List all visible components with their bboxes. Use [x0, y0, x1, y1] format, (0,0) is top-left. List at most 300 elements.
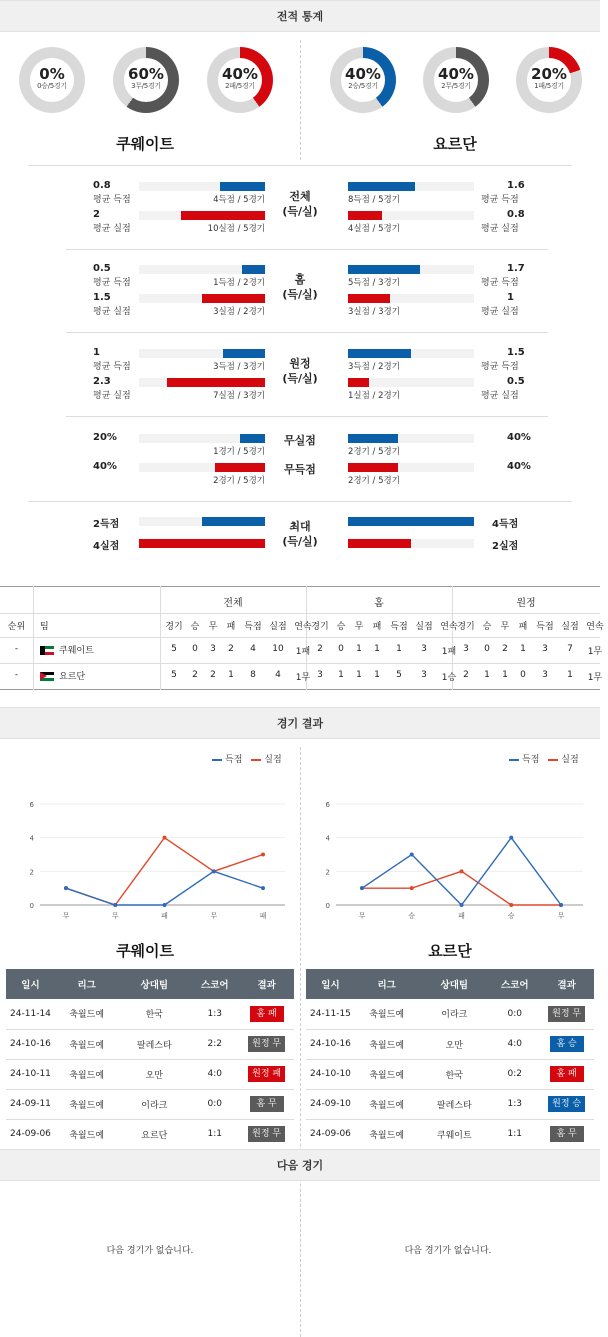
table-row: [306, 999, 594, 1029]
column-header: 상대팀: [118, 969, 190, 999]
y-tick-label: 4: [325, 834, 330, 843]
donut-caption: 2패/5경기: [225, 82, 255, 90]
table-row: [6, 1059, 294, 1089]
away-no-next-match: 다음 경기가 없습니다.: [404, 1246, 492, 1256]
home-max-value: 2득점: [93, 519, 120, 530]
result-badge: 원정 무: [548, 1006, 585, 1022]
rank-cell: 1: [502, 670, 508, 680]
donut-center: [527, 58, 571, 102]
rank-sub-header: 승: [336, 622, 346, 632]
result-badge: 원정 무: [248, 1126, 285, 1142]
section-title-stats: 전적 통계: [0, 0, 600, 32]
rank-cell: 1: [520, 644, 526, 654]
away-stat-value: 0.5: [507, 376, 525, 387]
home-stat-bar: [202, 294, 265, 303]
away-stat-bar: [348, 378, 369, 387]
home-stat-bar: [181, 211, 265, 220]
home-stat-caption: 1경기 / 5경기: [213, 447, 265, 457]
rank-group-header: 전체: [223, 598, 243, 609]
match-league: 축월드예: [355, 1029, 418, 1059]
win-rate-donut: [113, 47, 179, 113]
rank-sub-header: 실점: [269, 622, 287, 632]
rank-cell: 1승: [441, 673, 457, 683]
rank-cell: 1패: [441, 647, 457, 657]
rank-cell: 1무: [587, 647, 603, 657]
away-results-chart: [300, 790, 600, 925]
away-stat-value: 1: [507, 292, 514, 303]
table-header-row: [306, 969, 594, 999]
match-date: 24-10-16: [6, 1029, 55, 1059]
y-tick-label: 6: [29, 801, 34, 809]
table-header-row: [6, 969, 294, 999]
away-stat-label: 평균 득점: [481, 362, 519, 372]
match-opp: 쿠웨이트: [418, 1119, 490, 1149]
home-team-name: 쿠웨이트: [116, 942, 174, 960]
series-line-scored: [66, 871, 263, 905]
team-cell: [40, 669, 85, 682]
rank-sub-header: 경기: [165, 622, 183, 632]
flag-hoist: [40, 646, 45, 655]
y-tick-label: 2: [29, 868, 34, 877]
divider: [66, 249, 548, 250]
rank-cell: 3: [317, 670, 323, 680]
x-tick-label: 무: [358, 912, 366, 920]
stat-row-label: 무실점: [284, 434, 316, 447]
legend-scored: 득점: [522, 755, 540, 765]
away-stat-caption: 3실점 / 3경기: [348, 307, 400, 317]
match-date: 24-10-11: [6, 1059, 55, 1089]
rank-cell: 4: [250, 644, 256, 654]
rank-sub-header: 무: [354, 622, 364, 632]
x-tick-label: 패: [458, 912, 465, 920]
match-result-cell: [239, 999, 294, 1029]
team-name: 요르단: [59, 672, 86, 682]
match-league: 축월드예: [55, 1119, 118, 1149]
away-stat-label: 평균 실점: [481, 224, 519, 234]
away-team-name: 요르단: [433, 135, 477, 153]
donut-caption: 2승/5경기: [348, 82, 378, 90]
data-point: [460, 869, 464, 873]
match-date: 24-09-11: [6, 1089, 55, 1119]
rank-sub-header: 실점: [415, 622, 433, 632]
home-max-value: 4실점: [93, 541, 120, 552]
rank-cell: 1: [567, 670, 573, 680]
home-team-name: 쿠웨이트: [116, 135, 174, 153]
data-point: [261, 853, 265, 857]
away-stat-label: 평균 득점: [481, 278, 519, 288]
stat-group-title: 전체: [289, 190, 311, 203]
away-max-value: 2실점: [492, 541, 519, 552]
home-stat-value: 0.8: [93, 180, 111, 191]
home-stat-value: 1.5: [93, 292, 111, 303]
match-opp: 한국: [118, 999, 190, 1029]
x-tick-label: 패: [259, 912, 267, 920]
divider: [66, 332, 548, 333]
away-stat-bar: [348, 463, 398, 472]
home-stat-bar: [223, 349, 265, 358]
rank-value: -: [14, 644, 19, 654]
match-league: 축월드예: [55, 1089, 118, 1119]
rank-sub-header: 무: [208, 622, 218, 632]
win-rate-donut: [516, 47, 582, 113]
match-league: 축월드예: [55, 1059, 118, 1089]
rank-cell: 1: [356, 644, 362, 654]
result-badge: 홈 무: [550, 1126, 584, 1142]
match-date: 24-10-10: [306, 1059, 355, 1089]
rank-cell: 2: [463, 670, 469, 680]
divider: [300, 1189, 301, 1307]
away-stat-value: 40%: [507, 432, 531, 443]
table-row: [306, 1059, 594, 1089]
donut-percent: 60%: [128, 65, 164, 83]
rank-cell: 2: [192, 670, 198, 680]
match-opp: 이라크: [418, 999, 490, 1029]
win-rate-donut: [423, 47, 489, 113]
win-rate-donut: [330, 47, 396, 113]
match-date: 24-11-15: [306, 999, 355, 1029]
stat-group-subtitle: (득/실): [282, 372, 318, 385]
donut-percent: 40%: [345, 65, 381, 83]
match-opp: 한국: [418, 1059, 490, 1089]
column-header: 스코어: [490, 969, 539, 999]
win-rate-donut: [19, 47, 85, 113]
home-stat-label: 평균 득점: [93, 362, 131, 372]
rank-sub-header: 패: [372, 622, 382, 632]
home-stat-value: 0.5: [93, 263, 111, 274]
rank-cell: 3: [421, 644, 427, 654]
y-tick-label: 4: [29, 834, 34, 843]
home-max-bar: [202, 517, 265, 526]
rank-sub-header: 경기: [457, 622, 475, 632]
rank-sub-header: 승: [190, 622, 200, 632]
home-stat-value: 2: [93, 209, 100, 220]
home-stat-label: 평균 실점: [93, 224, 131, 234]
stat-group-label: [270, 189, 330, 219]
match-result-cell: [239, 1029, 294, 1059]
column-header: 일시: [6, 969, 55, 999]
rank-group-header: 원정: [516, 598, 536, 609]
y-tick-label: 2: [325, 868, 330, 877]
home-matches-table: [6, 969, 294, 1150]
rank-cell: 2: [210, 670, 216, 680]
y-tick-label: 0: [29, 902, 34, 910]
donut-percent: 40%: [438, 65, 474, 83]
column-header: 일시: [306, 969, 355, 999]
result-badge: 홈 승: [550, 1036, 584, 1052]
stat-group-label: [270, 356, 330, 386]
away-max-bar: [348, 517, 474, 526]
legend-scored-swatch: [509, 759, 519, 761]
rank-cell: 3: [542, 644, 548, 654]
match-score: 1:3: [490, 1089, 539, 1119]
legend-conceded-swatch: [251, 759, 261, 761]
column-header: 리그: [355, 969, 418, 999]
match-opp: 이라크: [118, 1089, 190, 1119]
stat-group-label: [270, 519, 330, 549]
home-stat-value: 40%: [93, 461, 117, 472]
away-stat-value: 1.7: [507, 263, 525, 274]
series-line-conceded: [362, 871, 561, 905]
result-badge: 원정 무: [248, 1036, 285, 1052]
data-point: [113, 903, 117, 907]
team-name: 쿠웨이트: [59, 646, 94, 656]
home-stat-bar: [240, 434, 265, 443]
match-opp: 오만: [118, 1059, 190, 1089]
donut-caption: 0승/5경기: [37, 82, 67, 90]
data-point: [410, 853, 414, 857]
rank-sub-header: 패: [226, 622, 236, 632]
win-rate-donut: [207, 47, 273, 113]
match-result-cell: [539, 1029, 594, 1059]
rank-sub-header: 득점: [536, 622, 554, 632]
rank-cell: 1: [396, 644, 402, 654]
match-score: 0:0: [490, 999, 539, 1029]
match-date: 24-11-14: [6, 999, 55, 1029]
home-max-bar: [139, 539, 265, 548]
data-point: [163, 836, 167, 840]
rank-sub-header: 패: [518, 622, 528, 632]
stat-group-subtitle: (득/실): [282, 205, 318, 218]
rank-cell: 3: [542, 670, 548, 680]
match-score: 0:2: [490, 1059, 539, 1089]
rank-table: [0, 586, 604, 690]
home-results-chart: [0, 790, 300, 925]
stat-group-label: [270, 272, 330, 302]
data-point: [410, 886, 414, 890]
rank-cell: 3: [463, 644, 469, 654]
kuwait-flag-icon: [40, 646, 54, 655]
donut-center: [218, 58, 262, 102]
match-result-cell: [539, 999, 594, 1029]
away-stat-bar: [348, 182, 415, 191]
legend-scored: 득점: [225, 755, 243, 765]
x-tick-label: 패: [161, 912, 168, 920]
y-tick-label: 0: [325, 902, 330, 910]
data-point: [212, 869, 216, 873]
away-stat-caption: 8득점 / 5경기: [348, 195, 400, 205]
donut-center: [124, 58, 168, 102]
column-header: 결과: [239, 969, 294, 999]
away-stat-value: 1.6: [507, 180, 525, 191]
rank-cell: 7: [567, 644, 573, 654]
home-stat-bar: [242, 265, 265, 274]
rank-cell: 10: [272, 644, 284, 654]
result-badge: 홈 패: [550, 1066, 584, 1082]
away-stat-caption: 1실점 / 2경기: [348, 391, 400, 401]
legend-conceded-swatch: [548, 759, 558, 761]
stat-group-subtitle: (득/실): [282, 288, 318, 301]
rank-cell: 5: [171, 670, 177, 680]
donut-percent: 40%: [222, 65, 258, 83]
home-stat-label: 평균 실점: [93, 391, 131, 401]
rank-cell: 2: [502, 644, 508, 654]
result-badge: 홈 무: [250, 1096, 284, 1112]
rank-sub-header: 득점: [244, 622, 262, 632]
rank-cell: 1: [374, 644, 380, 654]
away-stat-label: 평균 실점: [481, 307, 519, 317]
rank-sub-header: 연속: [294, 622, 312, 632]
divider: [300, 40, 301, 160]
rank-cell: 1무: [295, 673, 311, 683]
home-stat-bar: [215, 463, 265, 472]
rank-sub-header: 실점: [561, 622, 579, 632]
away-stat-caption: 2경기 / 5경기: [348, 476, 400, 486]
rank-sub-header: 연속: [440, 622, 458, 632]
section-title-results: 경기 결과: [0, 707, 600, 739]
rank-cell: 1: [228, 670, 234, 680]
match-opp: 팔레스타: [418, 1089, 490, 1119]
legend-conceded: 실점: [264, 755, 282, 765]
column-header: 상대팀: [418, 969, 490, 999]
home-stat-label: 평균 득점: [93, 195, 131, 205]
rank-cell: 4: [275, 670, 281, 680]
rank-cell: 1무: [587, 673, 603, 683]
data-point: [559, 903, 563, 907]
away-stat-caption: 5득점 / 3경기: [348, 278, 400, 288]
away-stat-bar: [348, 434, 398, 443]
flag-hoist: [40, 672, 47, 680]
x-tick-label: 무: [111, 912, 119, 920]
donut-center: [434, 58, 478, 102]
away-stat-caption: 2경기 / 5경기: [348, 447, 400, 457]
rank-cell: 1패: [295, 647, 311, 657]
table-row: [306, 1089, 594, 1119]
rank-cell: 0: [484, 644, 490, 654]
team-cell: [40, 643, 94, 656]
rank-cell: 3: [421, 670, 427, 680]
away-stat-bar: [348, 294, 390, 303]
rank-sub-header: 연속: [586, 622, 604, 632]
rank-cell: 1: [356, 670, 362, 680]
match-score: 0:0: [190, 1089, 239, 1119]
data-point: [163, 903, 167, 907]
donut-caption: 1패/5경기: [534, 82, 564, 90]
home-stat-bar: [167, 378, 265, 387]
rank-value: -: [14, 670, 19, 680]
home-stat-caption: 1득점 / 2경기: [213, 278, 265, 288]
away-stat-caption: 4실점 / 5경기: [348, 224, 400, 234]
table-row: [6, 1119, 294, 1149]
match-result-cell: [239, 1089, 294, 1119]
result-badge: 홈 패: [250, 1006, 284, 1022]
x-tick-label: 승: [408, 912, 416, 920]
table-row: [6, 1029, 294, 1059]
match-result-cell: [539, 1089, 594, 1119]
x-tick-label: 승: [507, 912, 515, 920]
match-date: 24-10-16: [306, 1029, 355, 1059]
legend-scored-swatch: [212, 759, 222, 761]
home-stat-label: 평균 실점: [93, 307, 131, 317]
match-date: 24-09-06: [6, 1119, 55, 1149]
away-max-value: 4득점: [492, 519, 519, 530]
home-stat-caption: 2경기 / 5경기: [213, 476, 265, 486]
donut-caption: 3무/5경기: [131, 82, 161, 90]
match-opp: 오만: [418, 1029, 490, 1059]
away-stat-value: 1.5: [507, 347, 525, 358]
match-score: 4:0: [490, 1029, 539, 1059]
away-max-bar: [348, 539, 411, 548]
x-tick-label: 무: [210, 912, 218, 920]
donut-percent: 20%: [531, 65, 567, 83]
data-point: [64, 886, 68, 890]
rank-header: 순위: [7, 622, 26, 632]
data-point: [261, 886, 265, 890]
stat-row-label: 무득점: [284, 463, 316, 476]
match-score: 1:1: [190, 1119, 239, 1149]
chart-legend: [503, 752, 579, 765]
home-no-next-match: 다음 경기가 없습니다.: [106, 1246, 194, 1256]
rank-cell: 0: [192, 644, 198, 654]
rank-cell: 1: [484, 670, 490, 680]
rank-cell: 8: [250, 670, 256, 680]
data-point: [460, 903, 464, 907]
match-league: 축월드예: [355, 999, 418, 1029]
match-score: 1:3: [190, 999, 239, 1029]
home-stat-label: 평균 득점: [93, 278, 131, 288]
match-date: 24-09-06: [306, 1119, 355, 1149]
stat-group-subtitle: (득/실): [282, 535, 318, 548]
match-league: 축월드예: [355, 1119, 418, 1149]
rank-sub-header: 승: [482, 622, 492, 632]
match-league: 축월드예: [355, 1059, 418, 1089]
divider: [28, 165, 572, 166]
jordan-flag-icon: [40, 672, 54, 681]
away-stat-caption: 3득점 / 2경기: [348, 362, 400, 372]
match-date: 24-09-10: [306, 1089, 355, 1119]
match-opp: 요르단: [118, 1119, 190, 1149]
match-result-cell: [539, 1059, 594, 1089]
rank-cell: 0: [338, 644, 344, 654]
match-result-cell: [539, 1119, 594, 1149]
rank-cell: 5: [396, 670, 402, 680]
match-result-cell: [239, 1059, 294, 1089]
home-stat-caption: 3실점 / 2경기: [213, 307, 265, 317]
rank-cell: 3: [210, 644, 216, 654]
match-opp: 팔레스타: [118, 1029, 190, 1059]
table-row: [306, 1029, 594, 1059]
match-league: 축월드예: [55, 999, 118, 1029]
stat-group-title: 원정: [289, 357, 311, 370]
home-stat-caption: 3득점 / 3경기: [213, 362, 265, 372]
donut-center: [30, 58, 74, 102]
section-title-next: 다음 경기: [0, 1149, 600, 1181]
home-stat-caption: 10실점 / 5경기: [207, 224, 265, 234]
match-score: 2:2: [190, 1029, 239, 1059]
home-stat-value: 1: [93, 347, 100, 358]
table-row: [306, 1119, 594, 1149]
rank-cell: 2: [228, 644, 234, 654]
away-stat-bar: [348, 211, 382, 220]
away-stat-label: 평균 득점: [481, 195, 519, 205]
away-stat-bar: [348, 265, 420, 274]
rank-sub-header: 무: [500, 622, 510, 632]
result-badge: 원정 승: [548, 1096, 585, 1112]
divider: [28, 501, 572, 502]
rank-cell: 1: [374, 670, 380, 680]
match-league: 축월드예: [55, 1029, 118, 1059]
rank-cell: 5: [171, 644, 177, 654]
donut-center: [341, 58, 385, 102]
away-stat-label: 평균 실점: [481, 391, 519, 401]
donut-percent: 0%: [39, 65, 65, 83]
column-header: 리그: [55, 969, 118, 999]
rank-sub-header: 득점: [390, 622, 408, 632]
match-score: 1:1: [490, 1119, 539, 1149]
away-matches-table: [306, 969, 594, 1150]
rank-cell: 0: [520, 670, 526, 680]
data-point: [509, 836, 513, 840]
home-stat-bar: [220, 182, 265, 191]
